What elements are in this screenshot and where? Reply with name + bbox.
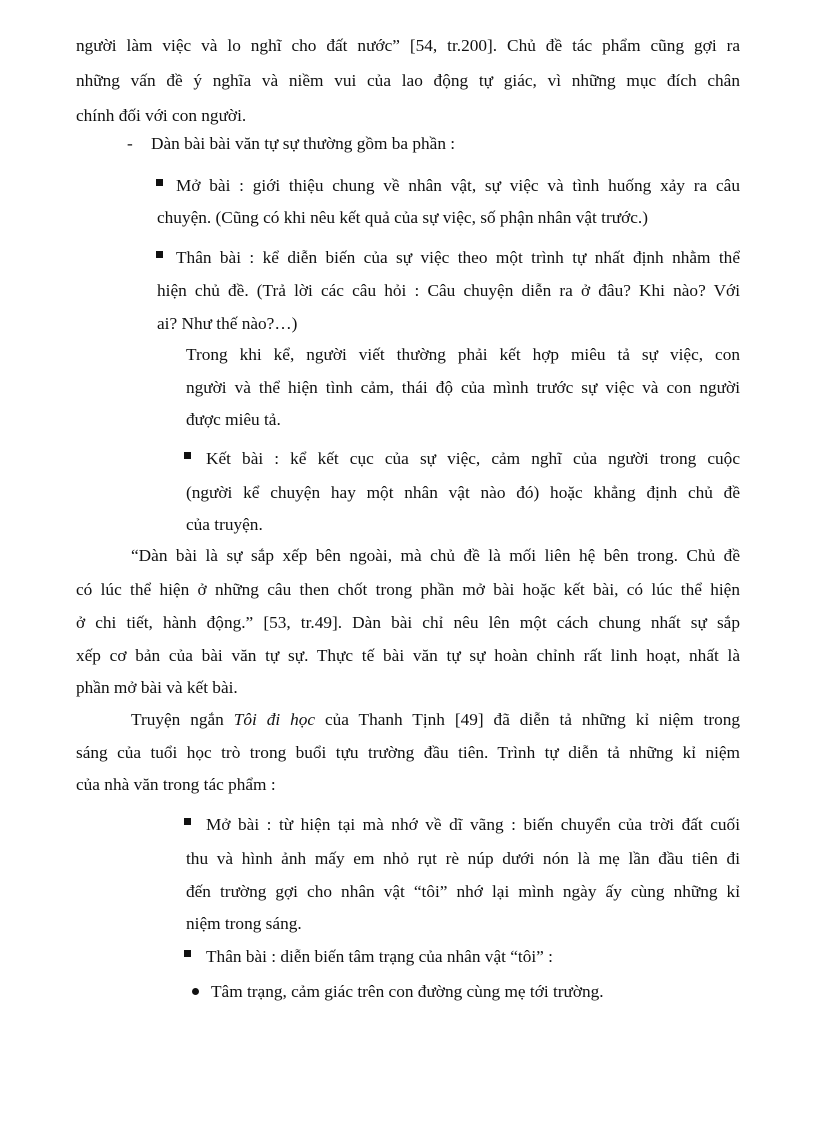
text-line: chính đối với con người.: [76, 106, 247, 125]
text-run: Truyện ngắn: [131, 710, 234, 729]
text-line: người và thể hiện tình cảm, thái độ của mình trước sự việc và con người: [186, 378, 740, 397]
text-line: sáng của tuổi học trò trong buổi tựu trường đầu tiên. Trình tự diễn tả những kỉ niệm: [76, 743, 740, 762]
text-line: ai? Như thế nào?…): [157, 314, 298, 333]
text-line: Kết bài : kể kết cục của sự việc, cảm nghĩ của người trong cuộc: [206, 449, 740, 468]
text-line: (người kể chuyện hay một nhân vật nào đó) hoặc khẳng định chủ đề: [186, 483, 740, 502]
text-line: Mở bài : giới thiệu chung về nhân vật, sự việc và tình huống xảy ra câu: [176, 176, 740, 195]
text-line: xếp cơ bản của bài văn tự sự. Thực tế bài văn tự sự hoàn chỉnh rất linh hoạt, nhất là: [76, 646, 740, 665]
text-line: Thân bài : diễn biến tâm trạng của nhân vật “tôi” :: [206, 947, 553, 966]
text-line: phần mở bài và kết bài.: [76, 678, 238, 697]
text-line: có lúc thể hiện ở những câu then chốt trong phần mở bài hoặc kết bài, có lúc thể hiện: [76, 580, 740, 599]
text-line: ở chi tiết, hành động.” [53, tr.49]. Dàn bài chỉ nêu lên một cách chung nhất sự sắp: [76, 613, 740, 632]
square-bullet-icon: [184, 818, 191, 825]
round-bullet-icon: [192, 988, 199, 995]
text-line: chuyện. (Cũng có khi nêu kết quả của sự việc, số phận nhân vật trước.): [157, 208, 648, 227]
book-title: Tôi đi học: [233, 710, 316, 729]
square-bullet-icon: [156, 251, 163, 258]
text-line: người làm việc và lo nghĩ cho đất nước” [54, tr.200]. Chủ đề tác phẩm cũng gợi ra: [76, 36, 740, 55]
text-line: của nhà văn trong tác phẩm :: [76, 775, 276, 794]
text-line: “Dàn bài là sự sắp xếp bên ngoài, mà chủ đề là mối liên hệ bên trong. Chủ đề: [131, 546, 740, 565]
text-line: Dàn bài bài văn tự sự thường gồm ba phần :: [151, 134, 456, 153]
text-line: niệm trong sáng.: [186, 914, 302, 933]
dash-marker: -: [127, 134, 133, 153]
text-line: Tâm trạng, cảm giác trên con đường cùng mẹ tới trường.: [211, 982, 604, 1001]
text-line: Trong khi kể, người viết thường phải kết hợp miêu tả sự việc, con: [186, 345, 740, 364]
text-line: thu và hình ảnh mấy em nhỏ rụt rè núp dưới nón là mẹ lần đầu tiên đi: [186, 849, 740, 868]
square-bullet-icon: [156, 179, 163, 186]
text-line: [131, 708, 740, 732]
text-line: Mở bài : từ hiện tại mà nhớ về dĩ vãng : biến chuyển của trời đất cuối: [206, 815, 740, 834]
text-line: Thân bài : kể diễn biến của sự việc theo một trình tự nhất định nhằm thể: [176, 248, 740, 267]
text-run: của Thanh Tịnh [49] đã diễn tả những kỉ niệm trong: [315, 710, 741, 729]
text-line: của truyện.: [186, 515, 263, 534]
text-line: hiện chủ đề. (Trả lời các câu hỏi : Câu chuyện diễn ra ở đâu? Khi nào? Với: [157, 281, 740, 300]
square-bullet-icon: [184, 452, 191, 459]
text-line: được miêu tả.: [186, 410, 281, 429]
text-line: những vấn đề ý nghĩa và niềm vui của lao động tự giác, vì những mục đích chân: [76, 71, 740, 90]
square-bullet-icon: [184, 950, 191, 957]
text-line: đến trường gợi cho nhân vật “tôi” nhớ lại mình ngày ấy cùng những kỉ: [186, 882, 740, 901]
